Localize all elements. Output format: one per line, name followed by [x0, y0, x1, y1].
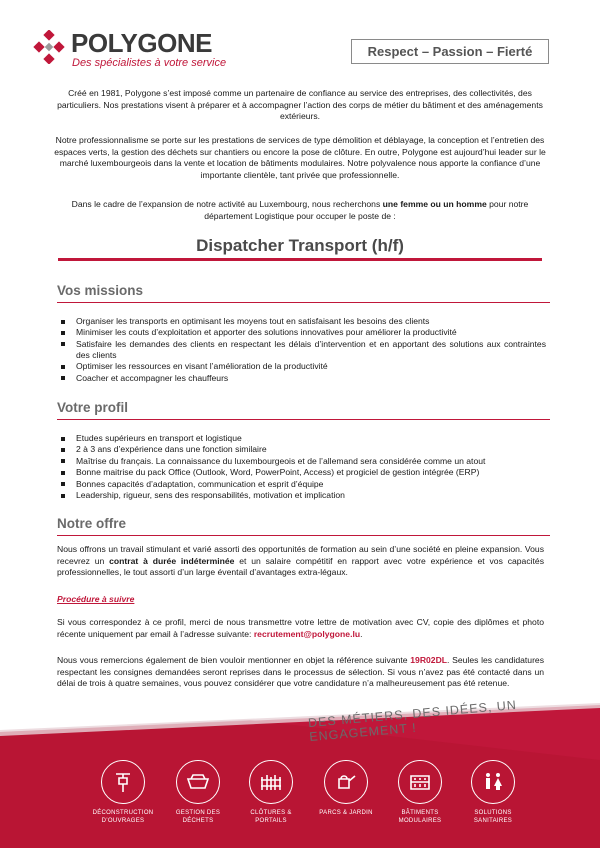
modular-building-icon [398, 760, 442, 804]
list-item: Bonne maitrise du pack Office (Outlook, Word, PowerPoint, Access) et progiciel de gestion intégrée (ERP) [58, 467, 546, 478]
list-item: Organiser les transports en optimisant les moyens tout en satisfaisant les besoins des clients [58, 316, 546, 327]
fence-gate-icon [249, 760, 293, 804]
service-fences [236, 760, 306, 825]
offre-divider [57, 535, 550, 536]
procedure-heading: Procédure à suivre [57, 594, 135, 604]
jackhammer-icon [101, 760, 145, 804]
service-label: DÉCONSTRUCTION D’OUVRAGES [92, 810, 154, 824]
service-label: CLÔTURES & PORTAILS [250, 810, 292, 824]
procedure-paragraph-1: Si vous correspondez à ce profil, merci de nous transmettre votre lettre de motivation avec CV, copie des diplômes et photo récente uniquement par email à l’adresse suivante: recrutement@polygone.lu. [57, 617, 544, 639]
motto-box: Respect – Passion – Fierté [351, 39, 549, 64]
watering-can-icon [324, 760, 368, 804]
contract-type: contrat à durée indéterminée [109, 555, 235, 566]
title-divider [58, 258, 542, 261]
service-gardens [311, 760, 381, 818]
service-demolition [88, 760, 158, 825]
service-label: PARCS & JARDIN [319, 810, 373, 816]
procedure-paragraph-2: Nous vous remercions également de bien vouloir mentionner en objet la référence suivante 19R02DL. Seules les candidatures respectant les consignes demandées seront reprises dans le processus de sélection. Si vous n’avez pas été contacté dans un délai de trois à quatre semaines, vous pouvez considérer que votre candidature n’a malheureusement pas été retenue. [57, 655, 545, 689]
profil-list [58, 433, 546, 501]
email-address: recrutement@polygone.lu [253, 628, 361, 639]
missions-heading: Vos missions [57, 283, 144, 298]
polygone-logo-icon [32, 30, 66, 64]
service-modular [385, 760, 455, 825]
service-waste [163, 760, 233, 825]
brand-name: POLYGONE [71, 28, 212, 58]
profil-heading: Votre profil [57, 400, 129, 415]
offre-heading: Notre offre [57, 516, 127, 531]
reference-code: 19R02DL [410, 655, 448, 665]
intro-paragraph-2: Notre professionnalisme se porte sur les prestations de services de type démolition et déblayage, la conception et l’entretien des espaces verts, la gestion des déchets sur chantiers ou encore la pose de clôture. En outre, Polygone est aujourd’hui leader sur le marché luxembourgeois dans la vente et location de bâtiments modulaires. Notre polyvalence nous apporte la confiance d’une importante clientèle, tant privée que professionnelle. [54, 135, 546, 180]
list-item: Minimiser les couts d’exploitation et apporter des solutions innovatives pour améliorer la productivité [58, 327, 546, 338]
list-item: Bonnes capacités d’adaptation, communication et esprit d’équipe [58, 479, 546, 490]
waste-container-icon [176, 760, 220, 804]
list-item: Coacher et accompagner les chauffeurs [58, 373, 546, 384]
service-label: GESTION DES DÉCHETS [175, 810, 221, 824]
footer-banner: DES MÉTIERS, DES IDÉES, UN ENGAGEMENT ! [307, 697, 518, 744]
intro-highlight: une femme ou un homme [382, 199, 487, 209]
intro-paragraph-3: Dans le cadre de l’expansion de notre activité au Luxembourg, nous recherchons une femme ou un homme pour notre département Logistique pour occuper le poste de : [71, 199, 529, 221]
list-item: 2 à 3 ans d’expérience dans une fonction similaire [58, 444, 546, 455]
sanitary-icon [471, 760, 515, 804]
brand-tagline: Des spécialistes à votre service [72, 57, 227, 69]
service-label: SOLUTIONS SANITAIRES [473, 810, 513, 824]
list-item: Maîtrise du français. La connaissance du luxembourgeois et de l’allemand sera considérée comme un atout [58, 456, 546, 467]
list-item: Satisfaire les demandes des clients en respectant les délais d’intervention et en apportant des solutions aux contraintes des clients [58, 339, 546, 361]
intro-paragraph-1: Créé en 1981, Polygone s’est imposé comme un partenaire de confiance au service des entreprises, des collectivités, des particuliers. Nos prestations visent à préparer et à accompagner l’action des corps de métier du bâtiment et des aménagements extérieurs. [57, 88, 543, 122]
service-sanitary [458, 760, 528, 825]
profil-divider [57, 419, 550, 420]
missions-list [58, 316, 546, 384]
job-title: Dispatcher Transport (h/f) [196, 236, 404, 255]
missions-divider [57, 302, 550, 303]
list-item: Leadership, rigueur, sens des responsabilités, motivation et implication [58, 490, 546, 501]
list-item: Etudes supérieurs en transport et logistique [58, 433, 546, 444]
list-item: Optimiser les ressources en visant l’amélioration de la productivité [58, 361, 546, 372]
service-label: BÂTIMENTS MODULAIRES [398, 810, 442, 824]
offre-paragraph: Nous offrons un travail stimulant et varié assorti des opportunités de formation au sein d’une société en pleine expansion. Vous recevrez un contrat à durée indéterminée et un salaire compétitif en rapport avec votre expérience et vos capacités professionnelles, le tout assorti d’un large éventail d’avantages extra-légaux. [57, 544, 544, 578]
